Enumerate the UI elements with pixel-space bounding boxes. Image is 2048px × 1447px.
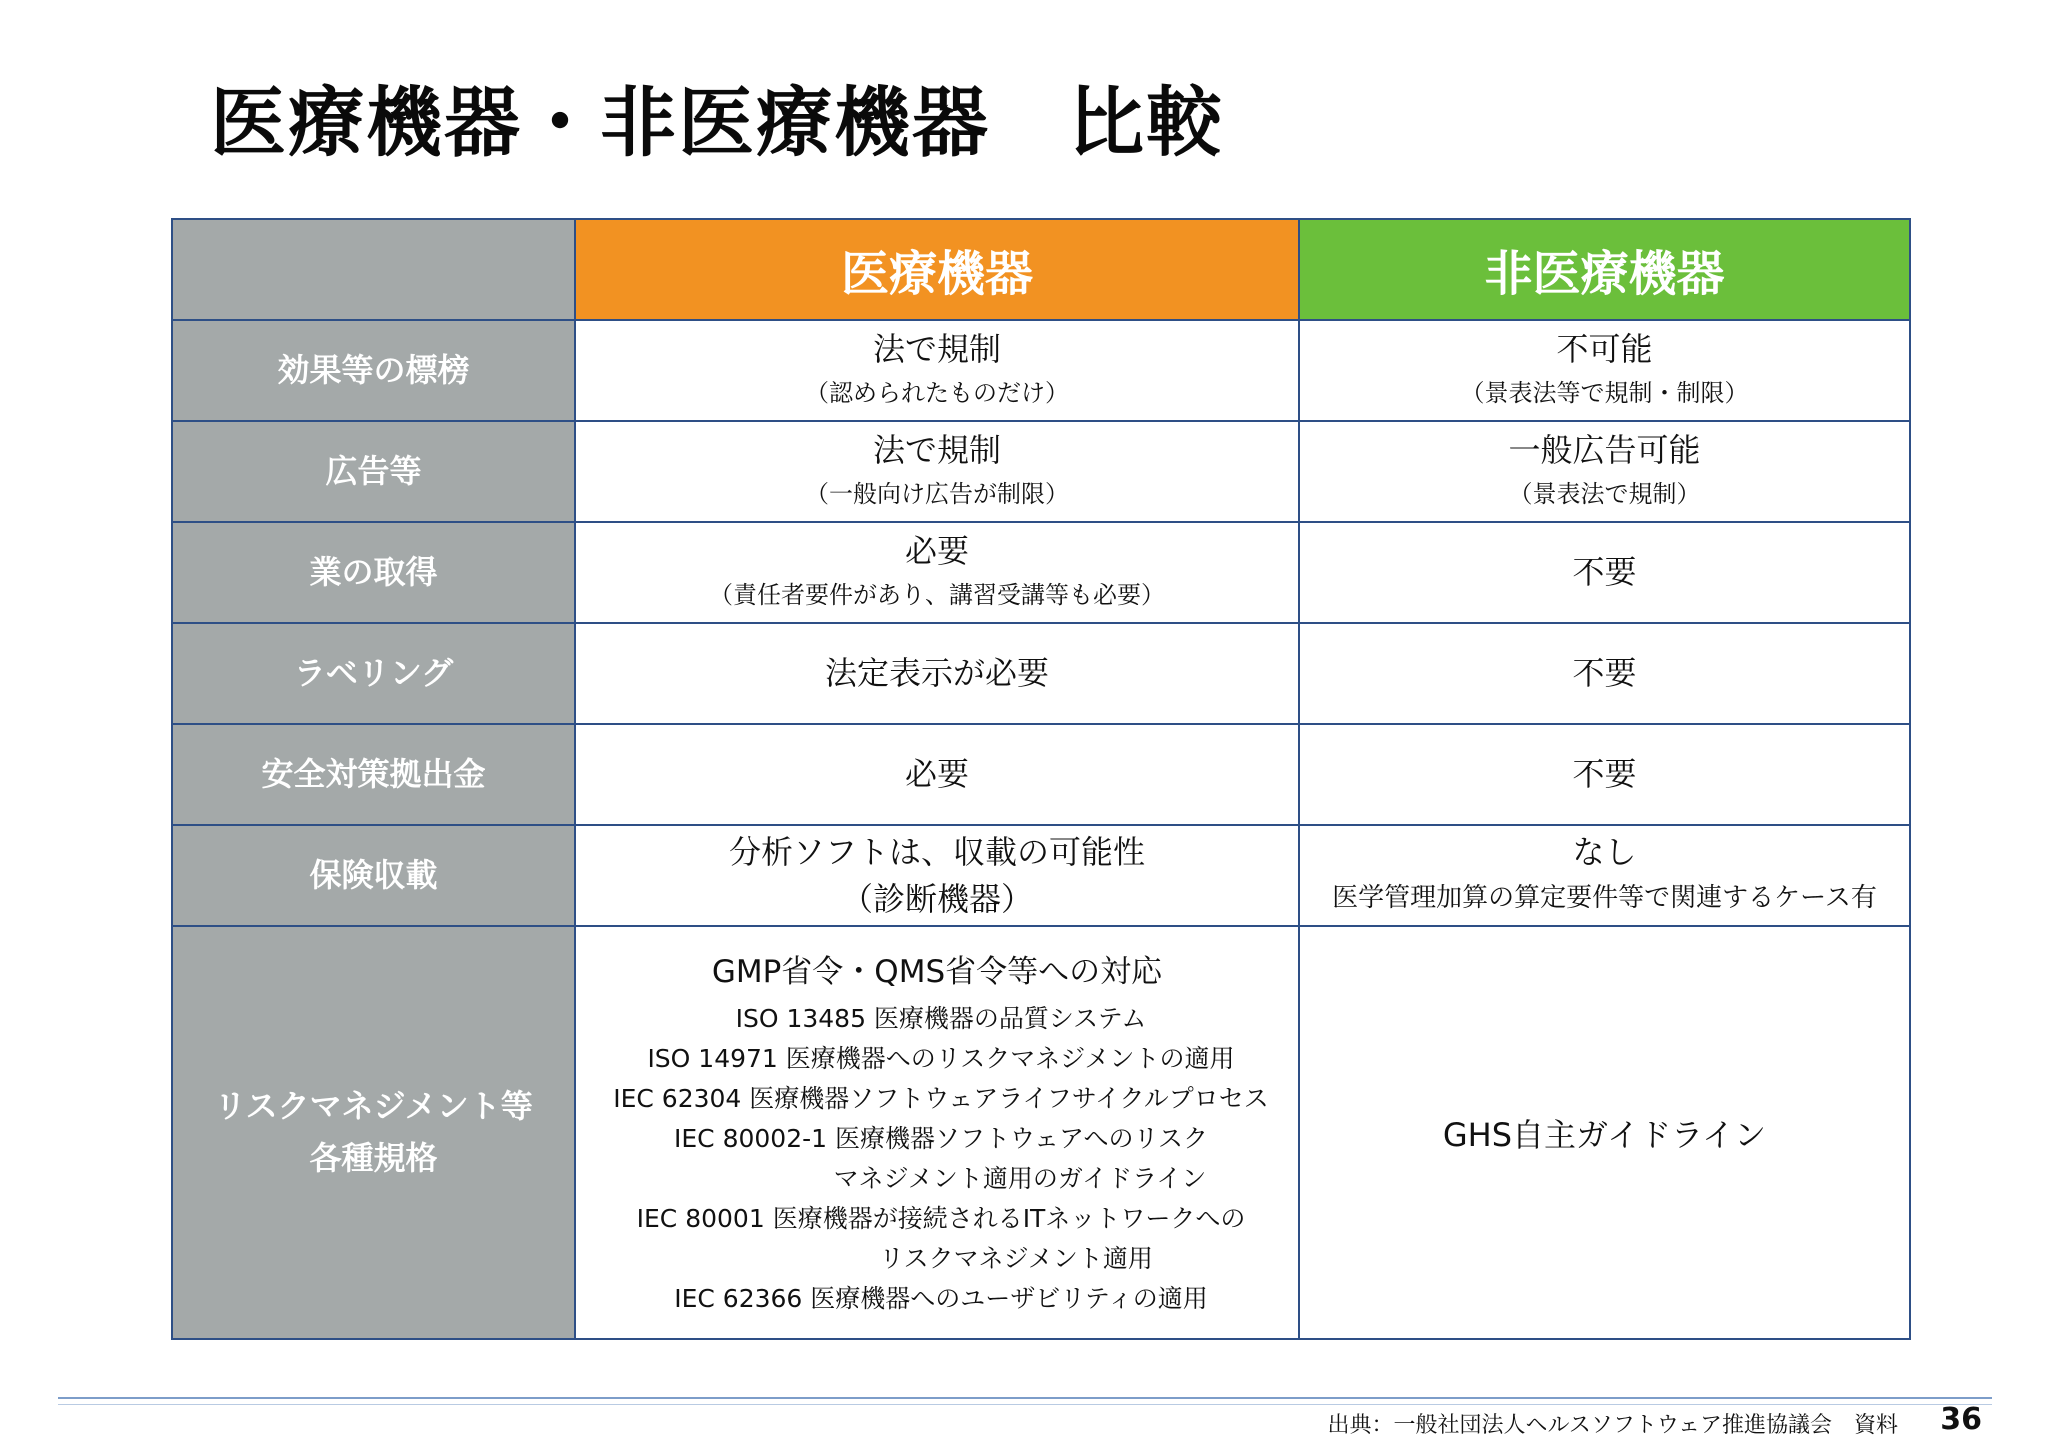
cell-sub-text: （認められたものだけ） [805,379,1069,408]
row-label-risk [172,926,575,1339]
standard-item: IEC 62366 医療機器へのユーザビリティの適用 [674,1284,1208,1313]
ghs-guideline-text: GHS自主ガイドライン [1442,1115,1767,1154]
medical-risk-cell [575,926,1299,1339]
header-corner-cell [172,219,575,320]
cell-main-text: 不可能 [1556,329,1653,368]
cell-main-text: 不要 [1572,553,1637,592]
non-medical-cell [1299,522,1910,623]
row-label: 保険収載 [172,825,575,926]
cell-main-text: 不要 [1572,755,1637,794]
table-row [172,421,1910,522]
table-row [172,623,1910,724]
table-row [172,522,1910,623]
table-row-risk [172,926,1910,1339]
cell-main-text: 一般広告可能 [1508,430,1701,469]
medical-cell [575,825,1299,926]
comparison-table [171,218,1911,1340]
page-number: 36 [1940,1402,1982,1437]
cell-main-text: 不要 [1572,654,1637,693]
medical-cell [575,522,1299,623]
medical-cell [575,724,1299,825]
standard-item: ISO 14971 医療機器へのリスクマネジメントの適用 [647,1044,1235,1073]
standard-item: マネジメント適用のガイドライン [675,1164,1207,1193]
table-row [172,825,1910,926]
non-medical-cell [1299,421,1910,522]
cell-main-text: 法で規制 [872,329,1001,368]
footer-source: 出典：一般社団法人ヘルスソフトウェア推進協議会 資料 [1327,1413,1898,1438]
table-row [172,320,1910,421]
cell-main-text: 必要 [904,755,969,794]
row-label: 広告等 [172,421,575,522]
non-medical-cell [1299,320,1910,421]
cell-sub-text: （一般向け広告が制限） [805,480,1069,509]
non-medical-cell [1299,825,1910,926]
row-label: ラベリング [172,623,575,724]
row-label: 安全対策拠出金 [172,724,575,825]
cell-sub-text: （景表法で規制） [1508,480,1701,509]
row-label: 効果等の標榜 [172,320,575,421]
cell-main-text: 分析ソフトは、収載の可能性 [728,833,1145,872]
table-header-row [172,219,1910,320]
footer-divider-thin [58,1404,1992,1405]
cell-sub-text: 医学管理加算の算定要件等で関連するケース有 [1332,883,1877,914]
cell-main-text: 必要 [904,531,969,570]
non-medical-risk-cell [1299,926,1910,1339]
cell-main-text: なし [1572,832,1637,871]
non-medical-cell [1299,623,1910,724]
standard-item: ISO 13485 医療機器の品質システム [735,1004,1147,1033]
cell-sub-text: （景表法等で規制・制限） [1460,379,1749,408]
cell-main-text: 法で規制 [872,430,1001,469]
page-title: 医療機器・非医療機器 比較 [210,78,1224,167]
footer-divider [58,1397,1992,1399]
medical-cell [575,623,1299,724]
row-label: 業の取得 [172,522,575,623]
medical-cell [575,421,1299,522]
risk-label-line2: 各種規格 [309,1138,438,1177]
non-medical-cell [1299,724,1910,825]
medical-cell [575,320,1299,421]
cell-main-text: 法定表示が必要 [824,654,1049,693]
cell-sub-text: （診断機器） [840,879,1033,918]
standard-item: リスクマネジメント適用 [729,1244,1153,1273]
header-medical: 医療機器 [575,219,1299,320]
risk-label-line1: リスクマネジメント等 [214,1087,533,1126]
table-row [172,724,1910,825]
cell-sub-text: （責任者要件があり、講習受講等も必要） [709,581,1165,610]
risk-heading: GMP省令・QMS省令等への対応 [711,954,1163,990]
standard-item: IEC 62304 医療機器ソフトウェアライフサイクルプロセス [613,1084,1269,1113]
header-non-medical: 非医療機器 [1299,219,1910,320]
standard-item: IEC 80002-1 医療機器ソフトウェアへのリスク [674,1124,1208,1153]
standard-item: IEC 80001 医療機器が接続されるITネットワークへの [636,1204,1246,1233]
